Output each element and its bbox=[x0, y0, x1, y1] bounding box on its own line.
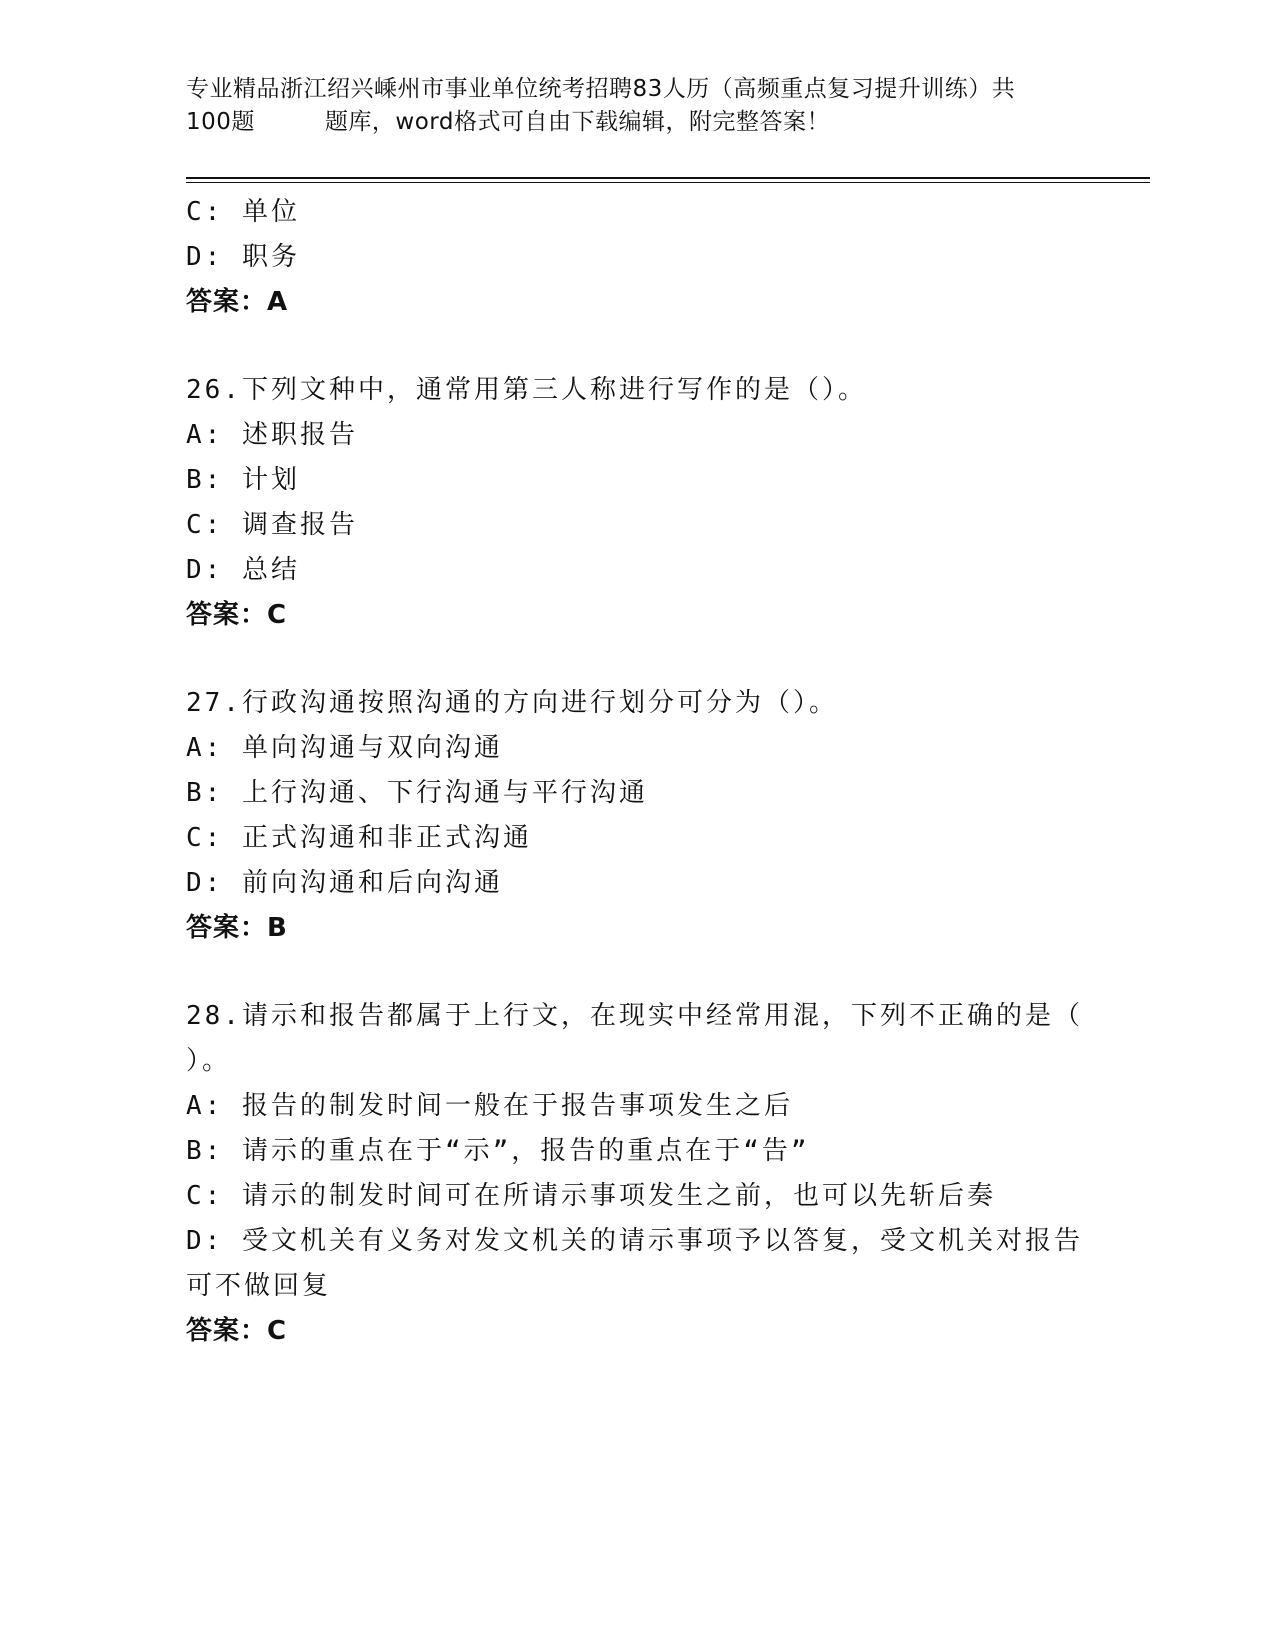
option-a: A: 述职报告 bbox=[186, 420, 358, 450]
option-d: D: 职务 bbox=[186, 242, 300, 272]
option-c: C: 单位 bbox=[186, 197, 300, 227]
question-text: 27.行政沟通按照沟通的方向进行划分可分为（）。 bbox=[186, 688, 838, 718]
answer: 答案：A bbox=[186, 287, 289, 317]
header-description: 题库，word格式可自由下载编辑，附完整答案！ bbox=[324, 109, 830, 135]
option-d: D: 前向沟通和后向沟通 bbox=[186, 868, 503, 898]
option-d-line-2: 可不做回复 bbox=[186, 1271, 332, 1301]
header-line-2 bbox=[186, 106, 1066, 139]
question-block-25 bbox=[186, 190, 1086, 325]
option-a: A: 报告的制发时间一般在于报告事项发生之后 bbox=[186, 1091, 793, 1121]
option-a: A: 单向沟通与双向沟通 bbox=[186, 733, 503, 763]
answer: 答案：B bbox=[186, 913, 288, 943]
header-rule-thin bbox=[186, 182, 1150, 183]
answer: 答案：C bbox=[186, 600, 288, 630]
option-d-line-1: D: 受文机关有义务对发文机关的请示事项予以答复，受文机关对报告 bbox=[186, 1226, 1083, 1256]
option-c: C: 正式沟通和非正式沟通 bbox=[186, 823, 532, 853]
header-line-1: 专业精品浙江绍兴嵊州市事业单位统考招聘83人历（高频重点复习提升训练）共 bbox=[186, 76, 1016, 102]
question-text-line-2: ）。 bbox=[186, 1046, 232, 1076]
option-d: D: 总结 bbox=[186, 555, 300, 585]
answer: 答案：C bbox=[186, 1316, 288, 1346]
header-count: 100题 bbox=[186, 109, 255, 135]
document-body bbox=[186, 190, 1086, 1354]
option-b: B: 上行沟通、下行沟通与平行沟通 bbox=[186, 778, 648, 808]
question-block-26 bbox=[186, 368, 1086, 638]
question-text: 26.下列文种中，通常用第三人称进行写作的是（）。 bbox=[186, 375, 867, 405]
option-c: C: 请示的制发时间可在所请示事项发生之前，也可以先斩后奏 bbox=[186, 1181, 996, 1211]
option-b: B: 计划 bbox=[186, 465, 300, 495]
header-rule-thick bbox=[186, 177, 1150, 179]
question-block-28 bbox=[186, 994, 1086, 1354]
question-text-line-1: 28.请示和报告都属于上行文，在现实中经常用混，下列不正确的是（ bbox=[186, 1001, 1083, 1031]
document-header bbox=[186, 73, 1066, 139]
question-block-27 bbox=[186, 681, 1086, 951]
option-c: C: 调查报告 bbox=[186, 510, 358, 540]
option-b: B: 请示的重点在于“示”，报告的重点在于“告” bbox=[186, 1136, 810, 1166]
